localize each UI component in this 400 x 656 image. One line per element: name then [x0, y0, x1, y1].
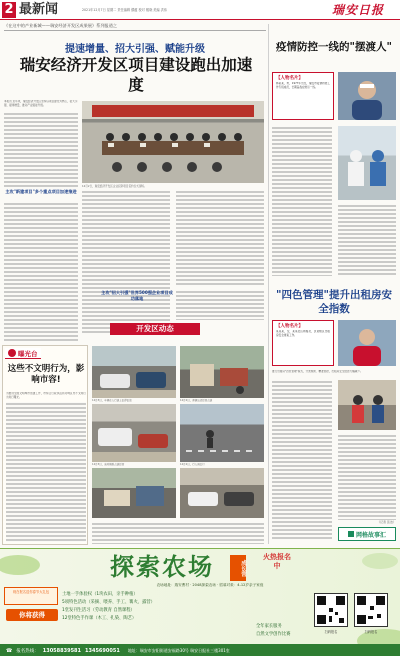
- lead-kicker: 《在这中的产业新城——瑞安经济开发区成果展》系列报道之: [4, 23, 266, 31]
- ad-info: 农场地址：瑞安曹村 · 2048探索农场 · 招募对象：4-12岁亲子家庭: [156, 583, 264, 587]
- grid-photo-4: [180, 404, 264, 462]
- brand-logo: 瑞安日报: [332, 3, 385, 17]
- ad-address: 地址：瑞安市安阳街道安福路30号 瑞安日报社三楼301室: [127, 647, 230, 653]
- phone-icon: ☎: [6, 647, 13, 654]
- epidemic-profile-tag: 【人物名片】: [276, 76, 303, 81]
- section-header-kaifa: 开发区动态: [110, 323, 200, 335]
- subhead-new-projects: 主攻"新建项目"多个重点项目加速推进: [5, 189, 77, 194]
- sige-headline: "四色管理"提升出租房安全指数: [276, 289, 392, 315]
- subhead-big-investment: 主攻"招大引强"世界500强企业项目成功落地: [101, 290, 173, 301]
- column-divider: [268, 24, 269, 544]
- expose-box: [2, 345, 88, 545]
- ad-item-right-2: 自然文学创作比赛: [256, 632, 291, 637]
- lead-body-text: [4, 100, 78, 188]
- lead-col3-text: [176, 190, 264, 286]
- lead-col2-text: [82, 190, 170, 334]
- qr-code-1[interactable]: [314, 593, 348, 627]
- epidemic-photo-portrait: [338, 72, 396, 120]
- ad-side-label: 火热报名中: [263, 553, 291, 570]
- masthead: [0, 0, 400, 20]
- grid-story-badge: 网格故事汇: [338, 527, 396, 541]
- epidemic-headline: 疫情防控一线的"摆渡人": [276, 41, 392, 53]
- ad-item-1: 土地一手体验权（1块农田，亲手种植）: [62, 592, 138, 597]
- qr-label-1: 扫码报名: [324, 630, 338, 634]
- grid-caption-2: 12月2日，商铺出店经营占道: [180, 399, 213, 402]
- lead-body-snippet: 本报讯 近年来，瑞安经济开发区坚持以项目建设为核心，招大引强、提速增量，推动产业赋能升级。: [4, 100, 78, 112]
- lead-headline: 瑞安经济开发区项目建设跑出加速度: [19, 56, 253, 94]
- qr-label-2: 扫码报名: [364, 630, 378, 634]
- epidemic-photo-workers: [338, 126, 396, 200]
- grid-caption-3: 12月3日，流动摊贩占道经营: [92, 463, 125, 466]
- ad-title: 探索农场: [110, 553, 214, 581]
- grid-caption-4: 12月2日，行人闯红灯: [180, 463, 205, 466]
- grid-photo-6: [180, 468, 264, 518]
- lead-col4-text: [176, 290, 264, 320]
- ad-promo-box: 现在报名送你春节大礼包: [4, 587, 58, 605]
- lead-col1-text: [4, 202, 78, 342]
- ad-item-4: 12堂特色手作课（木工、扎染、陶艺）: [62, 616, 137, 621]
- lead-deck: 提速增量、招大引强、赋能升级: [65, 44, 205, 55]
- hotline-number[interactable]: 13058839581: [42, 647, 82, 654]
- grid-icon: [348, 531, 354, 537]
- sige-photo-portrait: [338, 320, 396, 366]
- sige-photo-inspection: [338, 380, 396, 430]
- section-title: 最新闻: [19, 2, 59, 17]
- expose-body-lines: [6, 402, 86, 542]
- ad-badge: 成长营: [230, 555, 246, 581]
- sige-profile-box: [272, 320, 334, 366]
- sige-profile-text: 某某某，女，某某社区网格员，负责辖区出租房安全排查工作。: [276, 330, 330, 338]
- ad-item-2: 5项特色活动（采摘、喂养、手工、篝火、露营）: [62, 600, 155, 605]
- grid-caption-1: 12月3日，车辆在人行道上乱停乱放: [92, 399, 132, 402]
- grid-bottom-text: [92, 522, 264, 544]
- expose-tag: 曝光台: [5, 348, 41, 359]
- ad-item-3: 1堂发刊生活习（劳动教育 自然课程）: [62, 608, 135, 613]
- epidemic-col2-text: [338, 204, 396, 276]
- grid-photo-5: [92, 468, 176, 518]
- sige-body: 推行出租房"四色管理"模式，分类施策、精准管控，出租房安全隐患大幅减少。: [272, 370, 363, 373]
- sige-col2-text: [338, 434, 396, 520]
- sige-col1-text: [272, 380, 332, 540]
- epidemic-col1-text: [272, 126, 332, 276]
- page-number: 2: [2, 2, 16, 18]
- expose-body: 为推进全国文明城市创建工作，市综合行政执法局对城区内不文明行为进行曝光。: [6, 392, 86, 400]
- lead-photo-caption: 12月2日，瑞安经济开发区企业投资项目签约仪式现场。: [82, 185, 147, 188]
- lead-photo-meeting: [82, 101, 264, 183]
- ad-footer-strip: [0, 644, 400, 656]
- sige-byline: （记者 张洁）: [377, 520, 396, 524]
- ad-banner: [0, 548, 400, 656]
- hotline-label: 报名热线：: [16, 648, 39, 654]
- expose-headline: 这些不文明行为，影响市容!: [7, 364, 85, 385]
- ad-cta-label: 你将获得: [6, 609, 58, 621]
- ad-items-list: [62, 591, 252, 623]
- ad-item-right-1: 全年家长服务: [256, 624, 282, 629]
- hotline-number-2[interactable]: 1345690051: [85, 647, 120, 654]
- epidemic-profile-text: 林某某，男，1977年出生，瑞安市疫情防控工作专班成员，长期奋战在转运一线。: [276, 82, 330, 90]
- masthead-meta: 2021年12月7日 星期二 责任编辑 缪蕴 校对 楼晓 美编 洪伟: [82, 8, 168, 12]
- epidemic-profile-box: [272, 72, 334, 120]
- grid-photo-1: [92, 346, 176, 398]
- grid-photo-3: [92, 404, 176, 462]
- sige-profile-tag: 【人物名片】: [276, 324, 303, 329]
- camera-icon: [8, 349, 16, 357]
- grid-photo-2: [180, 346, 264, 398]
- qr-code-2[interactable]: [354, 593, 388, 627]
